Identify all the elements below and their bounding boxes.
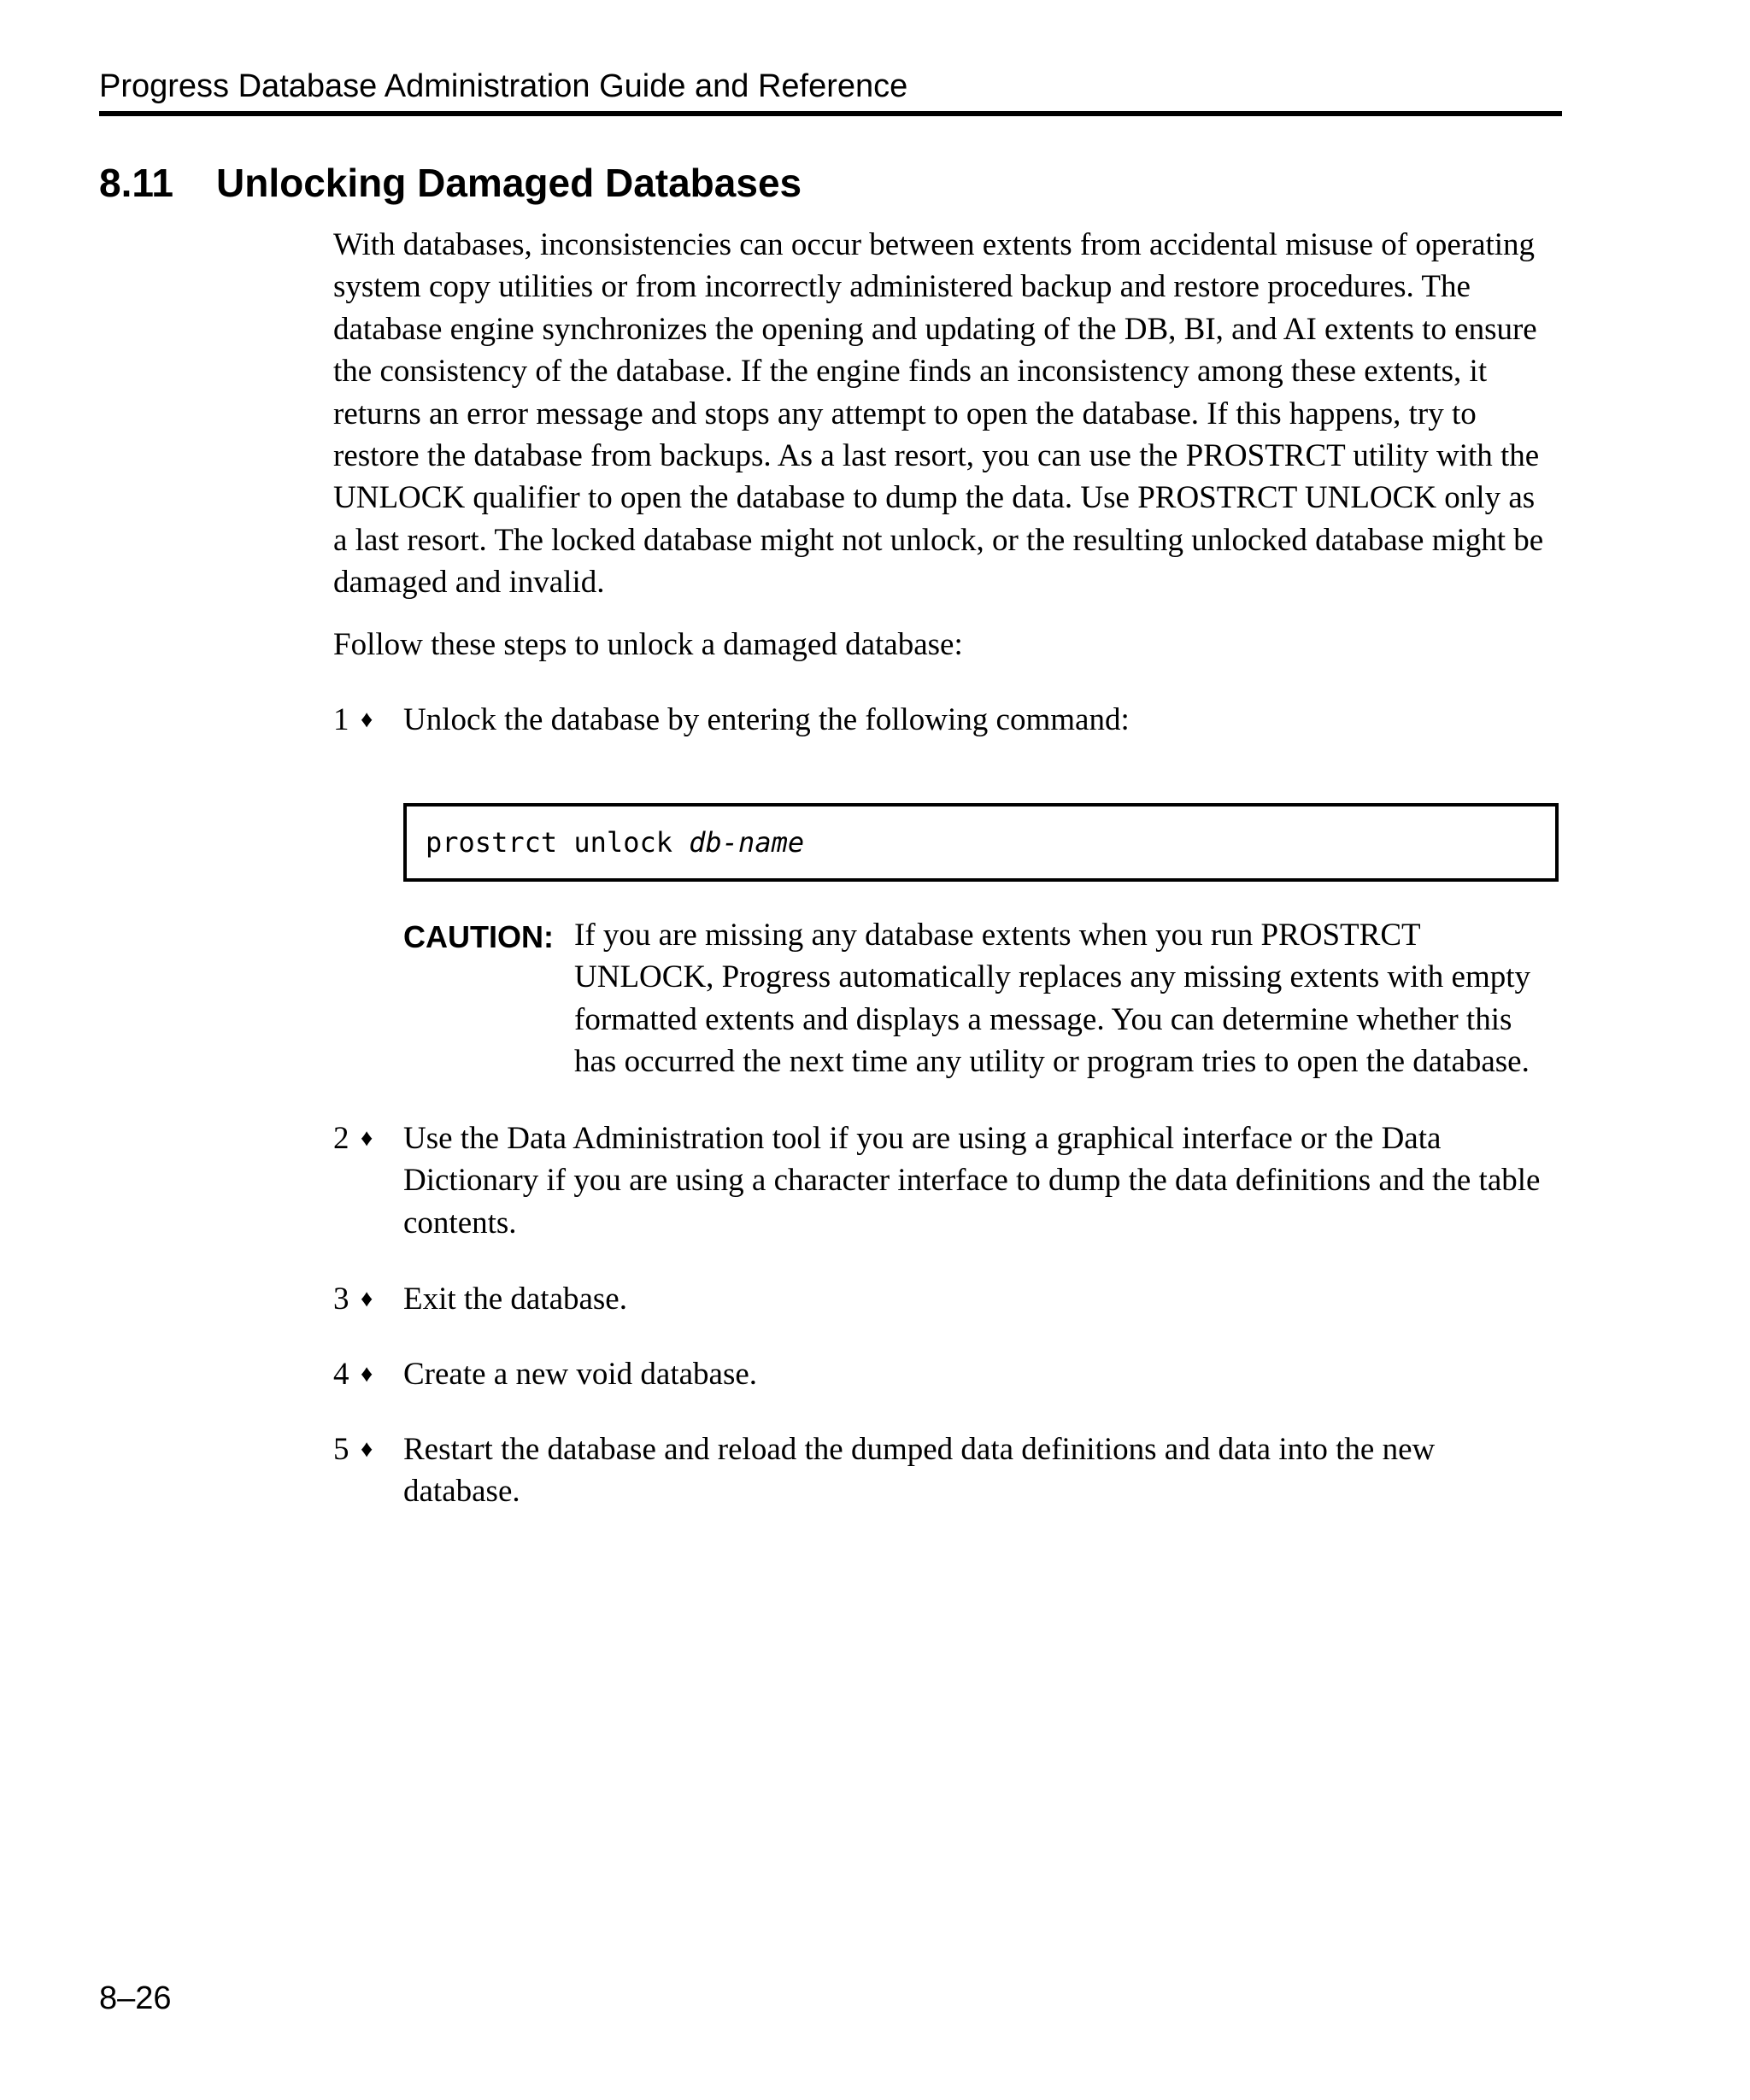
step-line: Use the Data Administration tool if you are using a graphical interface or the Data (403, 1121, 1442, 1156)
caution-text (574, 914, 1565, 1083)
code-command: prostrct unlock (426, 826, 690, 859)
caution-line: formatted extents and displays a message. You can determine whether this (574, 1001, 1512, 1037)
step-number: 5 (333, 1432, 349, 1467)
intro-paragraph (333, 224, 1564, 604)
step-text (403, 1428, 1565, 1513)
diamond-bullet-icon: ♦ (361, 1286, 373, 1312)
caution-line: If you are missing any database extents when you run PROSTRCT (574, 918, 1421, 953)
running-header: Progress Database Administration Guide and Reference (99, 68, 908, 104)
header-rule (99, 111, 1562, 116)
step-number: 3 (333, 1282, 349, 1317)
caution-label: CAUTION: (403, 919, 554, 954)
step-line: Create a new void database. (403, 1357, 758, 1392)
intro-line: returns an error message and stops any attempt to open the database. If this happens, try to (333, 396, 1477, 431)
code-argument: db-name (689, 826, 805, 859)
step-text (403, 1117, 1565, 1244)
section-heading (99, 159, 802, 207)
step-text (403, 1278, 1565, 1320)
diamond-bullet-icon: ♦ (361, 1436, 373, 1463)
intro-line: UNLOCK qualifier to open the database to dump the data. Use PROSTRCT UNLOCK only as (333, 480, 1536, 516)
intro-line: the consistency of the database. If the engine finds an inconsistency among these extents, it (333, 354, 1488, 390)
section-number: 8.11 (99, 161, 173, 205)
code-block (403, 803, 1559, 882)
step-line: Exit the database. (403, 1282, 627, 1317)
intro-line: damaged and invalid. (333, 565, 605, 601)
section-title: Unlocking Damaged Databases (216, 161, 802, 205)
intro-line: system copy utilities or from incorrectly administered backup and restore procedures. The (333, 269, 1471, 305)
caution-line: UNLOCK, Progress automatically replaces any missing extents with empty (574, 959, 1531, 995)
step-line: database. (403, 1474, 520, 1510)
step-number: 4 (333, 1357, 349, 1392)
step-text (403, 699, 1565, 741)
step-line: Dictionary if you are using a character interface to dump the data definitions and the table (403, 1163, 1541, 1199)
intro-line: restore the database from backups. As a last resort, you can use the PROSTRCT utility with the (333, 438, 1540, 474)
step-line: contents. (403, 1205, 517, 1241)
step-line: Unlock the database by entering the following command: (403, 702, 1130, 737)
code-line (426, 825, 804, 859)
intro-line: With databases, inconsistencies can occur between extents from accidental misuse of operating (333, 227, 1536, 262)
caution-line: has occurred the next time any utility or program tries to open the database. (574, 1044, 1530, 1080)
intro-line: database engine synchronizes the opening and updating of the DB, BI, and AI extents to ensure (333, 311, 1537, 347)
step-text (403, 1353, 1565, 1395)
diamond-bullet-icon: ♦ (361, 1125, 373, 1152)
step-number: 1 (333, 702, 349, 737)
step-number: 2 (333, 1121, 349, 1156)
step-line: Restart the database and reload the dumped data definitions and data into the new (403, 1432, 1436, 1467)
diamond-bullet-icon: ♦ (361, 1361, 373, 1387)
intro-line: a last resort. The locked database might not unlock, or the resulting unlocked database might be (333, 522, 1544, 558)
lead-in-paragraph: Follow these steps to unlock a damaged database: (333, 627, 963, 662)
diamond-bullet-icon: ♦ (361, 707, 373, 733)
page-number: 8–26 (99, 1980, 172, 2016)
